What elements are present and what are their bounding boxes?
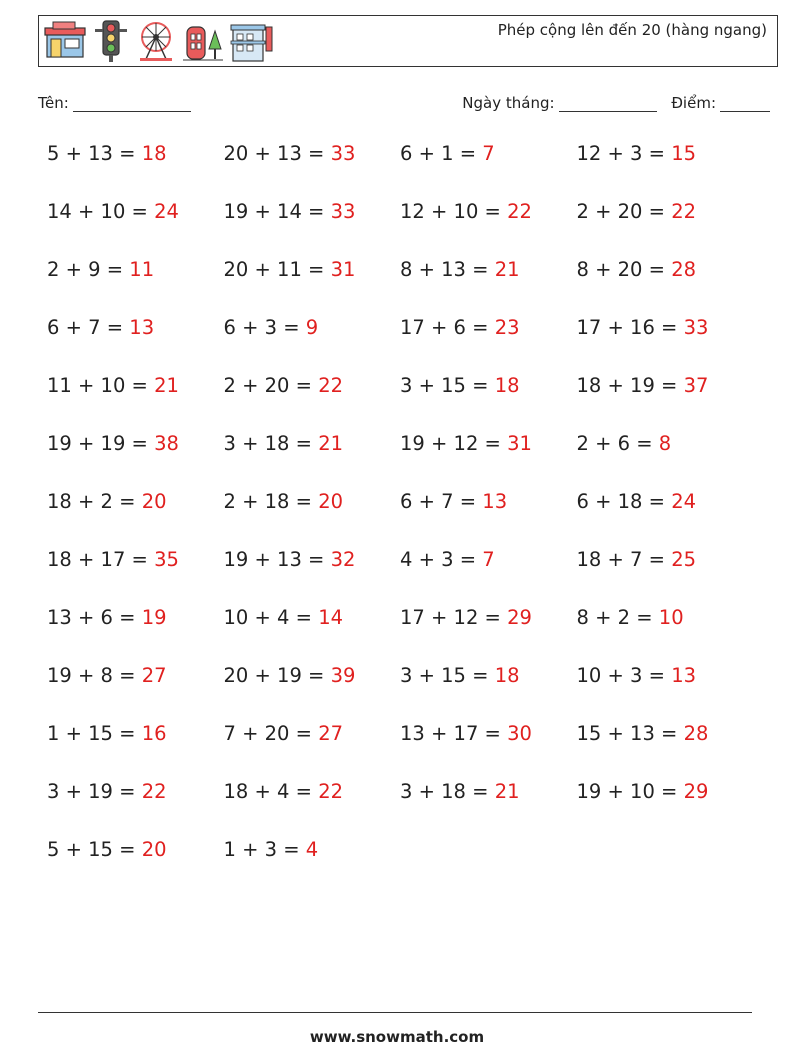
problem-question: 20 + 13 = bbox=[223, 142, 331, 165]
problem-question: 13 + 6 = bbox=[47, 606, 142, 629]
problem-question: 3 + 18 = bbox=[223, 432, 319, 455]
problem-answer: 32 bbox=[330, 548, 356, 571]
problem-answer: 16 bbox=[141, 722, 167, 745]
problem-answer: 14 bbox=[318, 606, 344, 629]
shop-icon bbox=[43, 19, 87, 63]
problem-item bbox=[577, 722, 709, 746]
problem-item bbox=[224, 316, 319, 340]
problem-answer: 28 bbox=[671, 258, 697, 281]
problem-answer: 19 bbox=[141, 606, 167, 629]
problem-question: 20 + 19 = bbox=[223, 664, 331, 687]
worksheet-title: Phép cộng lên đến 20 (hàng ngang) bbox=[497, 21, 767, 39]
problem-answer: 31 bbox=[507, 432, 532, 455]
problem-item bbox=[577, 200, 697, 224]
date-blank bbox=[559, 97, 657, 112]
problem-answer: 27 bbox=[318, 722, 344, 745]
problem-question: 7 + 20 = bbox=[223, 722, 319, 745]
problem-answer: 21 bbox=[494, 258, 520, 281]
problem-question: 19 + 19 = bbox=[47, 432, 155, 455]
problem-answer: 21 bbox=[154, 374, 179, 397]
problem-item bbox=[577, 780, 709, 804]
traffic-light-icon bbox=[91, 19, 131, 63]
problem-question: 12 + 10 = bbox=[400, 200, 508, 223]
problem-question: 6 + 7 = bbox=[400, 490, 483, 513]
problem-item bbox=[577, 664, 697, 688]
problem-answer: 38 bbox=[154, 432, 179, 455]
problem-question: 10 + 3 = bbox=[576, 664, 672, 687]
problem-answer: 31 bbox=[330, 258, 356, 281]
problem-answer: 18 bbox=[494, 664, 520, 687]
problem-item bbox=[400, 490, 507, 514]
problem-question: 2 + 18 = bbox=[223, 490, 319, 513]
problem-question: 2 + 20 = bbox=[223, 374, 319, 397]
problem-question: 2 + 9 = bbox=[47, 258, 130, 281]
problem-answer: 11 bbox=[129, 258, 155, 281]
phone-booth-tree-icon bbox=[181, 19, 225, 63]
name-blank bbox=[73, 97, 191, 112]
problem-question: 20 + 11 = bbox=[223, 258, 331, 281]
problem-answer: 15 bbox=[671, 142, 697, 165]
date-label: Ngày tháng: bbox=[462, 94, 555, 112]
problem-question: 3 + 18 = bbox=[400, 780, 495, 803]
ferris-wheel-icon bbox=[135, 19, 177, 63]
problem-question: 17 + 12 = bbox=[400, 606, 508, 629]
problem-item bbox=[577, 606, 684, 630]
problem-question: 17 + 16 = bbox=[576, 316, 684, 339]
problem-answer: 35 bbox=[154, 548, 179, 571]
score-label: Điểm: bbox=[671, 94, 716, 112]
problem-item bbox=[400, 142, 495, 166]
problem-item bbox=[577, 432, 672, 456]
problem-answer: 33 bbox=[330, 200, 356, 223]
problem-answer: 22 bbox=[507, 200, 532, 223]
problem-item bbox=[47, 722, 167, 746]
problem-question: 11 + 10 = bbox=[47, 374, 155, 397]
problem-question: 6 + 1 = bbox=[400, 142, 483, 165]
problem-question: 3 + 15 = bbox=[400, 374, 495, 397]
problem-item bbox=[47, 664, 167, 688]
problem-answer: 22 bbox=[141, 780, 167, 803]
problem-question: 8 + 13 = bbox=[400, 258, 495, 281]
footer-divider bbox=[38, 1012, 752, 1013]
problem-item bbox=[47, 142, 167, 166]
problem-question: 6 + 3 = bbox=[223, 316, 306, 339]
problem-question: 18 + 17 = bbox=[47, 548, 155, 571]
score-blank bbox=[720, 97, 770, 112]
problem-item bbox=[224, 374, 344, 398]
problem-item bbox=[47, 316, 154, 340]
problem-answer: 18 bbox=[141, 142, 167, 165]
problem-item bbox=[577, 316, 709, 340]
problem-question: 19 + 13 = bbox=[223, 548, 331, 571]
footer-website: www.snowmath.com bbox=[309, 1028, 485, 1046]
problem-item bbox=[224, 258, 356, 282]
problem-answer: 22 bbox=[671, 200, 697, 223]
problem-answer: 22 bbox=[318, 374, 344, 397]
problem-answer: 8 bbox=[658, 432, 672, 455]
problem-item bbox=[577, 142, 697, 166]
problem-item bbox=[47, 838, 167, 862]
problem-item bbox=[400, 780, 520, 804]
problem-item bbox=[224, 432, 344, 456]
problem-answer: 4 bbox=[305, 838, 319, 861]
problem-item bbox=[400, 548, 495, 572]
problem-question: 12 + 3 = bbox=[576, 142, 672, 165]
problem-answer: 13 bbox=[482, 490, 508, 513]
problem-answer: 7 bbox=[482, 142, 495, 165]
problem-answer: 27 bbox=[141, 664, 167, 687]
name-label: Tên: bbox=[38, 94, 69, 112]
problem-answer: 28 bbox=[683, 722, 709, 745]
problem-item bbox=[224, 200, 356, 224]
problem-item bbox=[400, 258, 520, 282]
problem-item bbox=[47, 548, 179, 572]
problem-item bbox=[400, 722, 532, 746]
problem-answer: 24 bbox=[671, 490, 697, 513]
problem-answer: 37 bbox=[683, 374, 709, 397]
problem-question: 13 + 17 = bbox=[400, 722, 508, 745]
problem-item bbox=[224, 606, 344, 630]
problem-question: 1 + 3 = bbox=[223, 838, 306, 861]
problem-answer: 20 bbox=[141, 490, 167, 513]
problem-answer: 18 bbox=[494, 374, 520, 397]
problem-question: 10 + 4 = bbox=[223, 606, 319, 629]
problem-answer: 9 bbox=[305, 316, 319, 339]
problem-question: 18 + 4 = bbox=[223, 780, 319, 803]
problem-question: 18 + 19 = bbox=[576, 374, 684, 397]
problem-answer: 23 bbox=[494, 316, 520, 339]
problem-item bbox=[400, 374, 520, 398]
problem-item bbox=[47, 490, 167, 514]
problem-question: 2 + 20 = bbox=[576, 200, 672, 223]
problem-answer: 21 bbox=[318, 432, 344, 455]
problem-answer: 7 bbox=[482, 548, 495, 571]
problem-item bbox=[47, 374, 179, 398]
problem-question: 3 + 19 = bbox=[47, 780, 142, 803]
problem-question: 17 + 6 = bbox=[400, 316, 495, 339]
problem-question: 6 + 7 = bbox=[47, 316, 130, 339]
problem-item bbox=[577, 258, 697, 282]
problem-item bbox=[47, 432, 179, 456]
problem-answer: 13 bbox=[129, 316, 155, 339]
problem-question: 2 + 6 = bbox=[576, 432, 659, 455]
problem-question: 19 + 8 = bbox=[47, 664, 142, 687]
problem-question: 4 + 3 = bbox=[400, 548, 483, 571]
worksheet-header bbox=[38, 15, 778, 67]
problem-question: 8 + 2 = bbox=[576, 606, 659, 629]
problem-question: 5 + 15 = bbox=[47, 838, 142, 861]
problem-answer: 21 bbox=[494, 780, 520, 803]
problem-item bbox=[577, 490, 697, 514]
problem-item bbox=[224, 722, 344, 746]
date-score-fields bbox=[462, 94, 770, 112]
problem-item bbox=[224, 142, 356, 166]
problem-item bbox=[577, 374, 709, 398]
problem-answer: 29 bbox=[507, 606, 532, 629]
problem-item bbox=[224, 548, 356, 572]
problem-item bbox=[400, 200, 532, 224]
problem-question: 19 + 14 = bbox=[223, 200, 331, 223]
hotel-building-icon bbox=[229, 19, 275, 63]
problem-item bbox=[47, 780, 167, 804]
problem-answer: 13 bbox=[671, 664, 697, 687]
name-field bbox=[38, 94, 191, 112]
problem-item bbox=[224, 664, 356, 688]
problem-answer: 20 bbox=[141, 838, 167, 861]
problem-answer: 33 bbox=[683, 316, 709, 339]
header-icons bbox=[43, 18, 275, 64]
problem-answer: 24 bbox=[154, 200, 179, 223]
problem-answer: 30 bbox=[507, 722, 532, 745]
problem-answer: 33 bbox=[330, 142, 356, 165]
problem-answer: 29 bbox=[683, 780, 709, 803]
problem-item bbox=[400, 664, 520, 688]
problem-question: 19 + 12 = bbox=[400, 432, 508, 455]
problem-item bbox=[224, 838, 319, 862]
problem-question: 18 + 7 = bbox=[576, 548, 672, 571]
problem-item bbox=[400, 606, 532, 630]
problem-item bbox=[47, 258, 154, 282]
problem-question: 6 + 18 = bbox=[576, 490, 672, 513]
problem-answer: 39 bbox=[330, 664, 356, 687]
problem-item bbox=[400, 432, 532, 456]
problem-answer: 10 bbox=[658, 606, 684, 629]
problem-item bbox=[47, 200, 179, 224]
problem-item bbox=[224, 780, 344, 804]
problem-answer: 20 bbox=[318, 490, 344, 513]
problem-question: 19 + 10 = bbox=[576, 780, 684, 803]
problem-item bbox=[224, 490, 344, 514]
problem-item bbox=[400, 316, 520, 340]
problem-question: 3 + 15 = bbox=[400, 664, 495, 687]
problem-answer: 25 bbox=[671, 548, 697, 571]
problem-question: 5 + 13 = bbox=[47, 142, 142, 165]
problem-item bbox=[577, 548, 697, 572]
problem-question: 8 + 20 = bbox=[576, 258, 672, 281]
problem-question: 15 + 13 = bbox=[576, 722, 684, 745]
problem-item bbox=[47, 606, 167, 630]
problem-question: 18 + 2 = bbox=[47, 490, 142, 513]
problem-question: 14 + 10 = bbox=[47, 200, 155, 223]
problem-question: 1 + 15 = bbox=[47, 722, 142, 745]
problem-answer: 22 bbox=[318, 780, 344, 803]
